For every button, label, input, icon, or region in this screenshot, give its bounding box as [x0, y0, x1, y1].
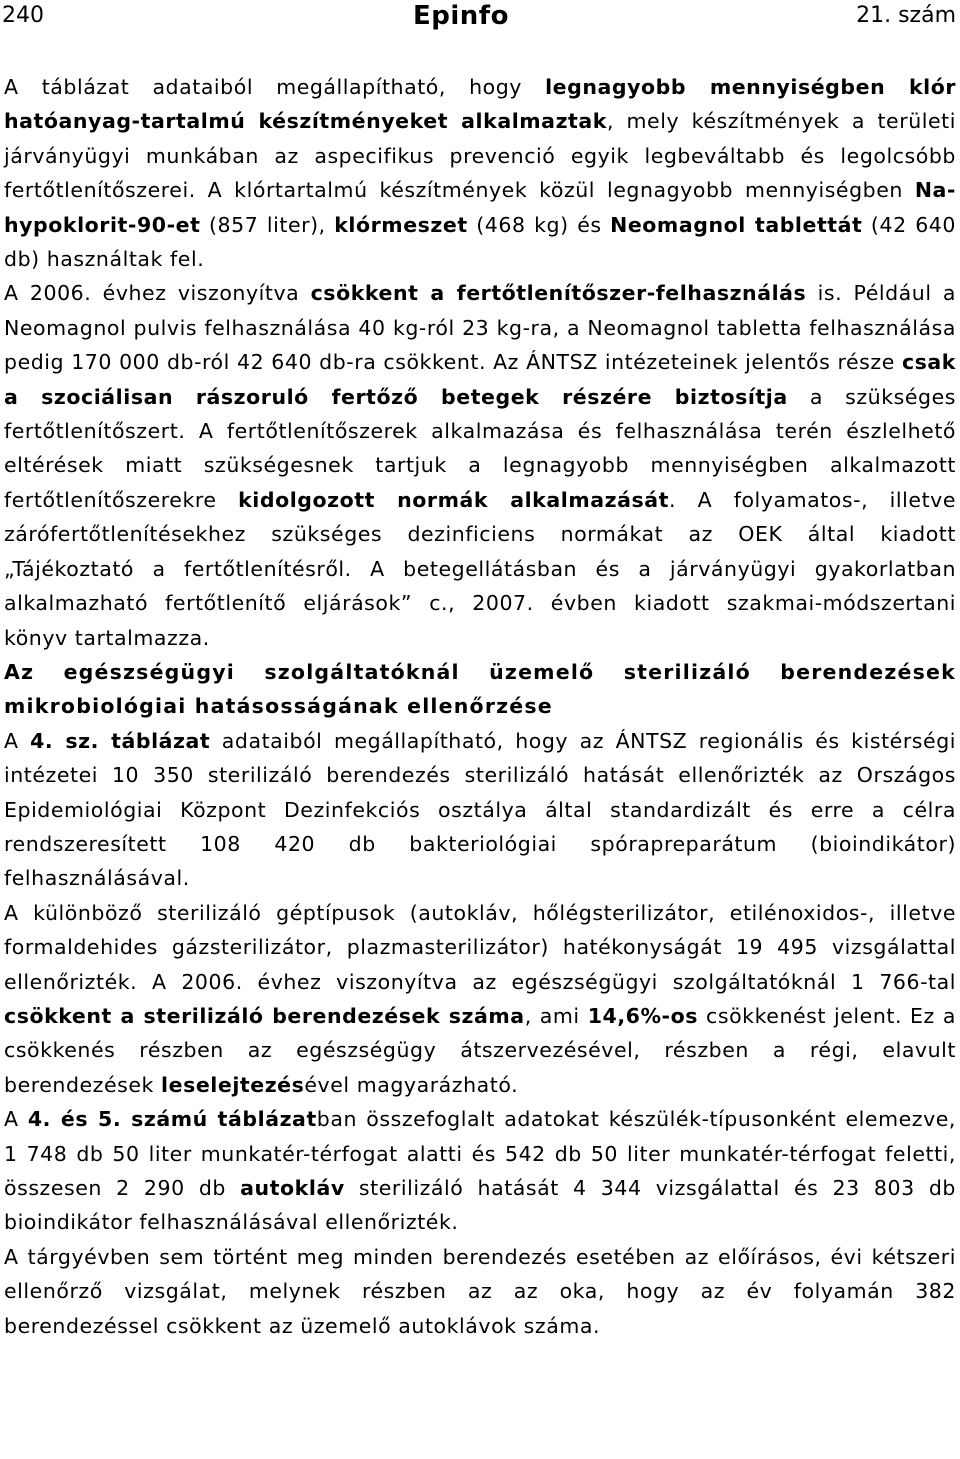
bold-text: klórmeszet — [334, 212, 468, 237]
section-heading: Az egészségügyi szolgáltatóknál üzemelő sterilizáló berendezések mikrobiológiai hatásosságának ellenőrzése — [4, 659, 956, 719]
bold-text: leselejtezés — [161, 1072, 305, 1097]
text-run: . A folyamatos-, illetve zárófertőtlenítésekhez szükséges dezinficiens normákat az OEK által kiadott „Tájékoztató a fertőtlenítésről. A betegellátásban és a járványügyi gyakorlatban alkalmazható fertőtlenítő eljárások” c., 2007. évben kiadott szakmai-módszertani könyv tartalmazza. — [4, 487, 957, 650]
bold-text: csökkent a fertőtlenítőszer-felhasználás — [310, 281, 807, 306]
text-run: A — [4, 1107, 28, 1132]
text-run: A 2006. évhez viszonyítva — [4, 281, 311, 306]
text-run: A táblázat adataiból megállapítható, hogy — [4, 75, 546, 99]
bold-text: 4. és 5. számú táblázat — [27, 1107, 317, 1132]
text-run: ban összefoglalt adatokat készülék-típusonként elemezve, 1 748 db 50 liter munkatér-térfogat alatti és 542 db 50 liter munkatér-térfogat feletti, összesen 2 290 db — [4, 1107, 956, 1200]
text-run: a szükséges fertőtlenítőszert. A fertőtlenítőszerek alkalmazása és felhasználása terén észlelhető eltérések miatt szükségesnek tartjuk a legnagyobb mennyiségben alkalmazott fertőtlenítőszerekre — [4, 384, 956, 512]
text-run: A — [4, 728, 31, 753]
bold-text: kidolgozott normák alkalmazását — [238, 487, 669, 512]
paragraph-sterilizer-types — [4, 896, 956, 1102]
bold-text: autokláv — [240, 1176, 345, 1200]
text-run: (468 kg) és — [467, 212, 611, 237]
page-header — [0, 0, 960, 42]
bold-text: csak a szociálisan rászoruló fertőző betegek részére biztosítja — [4, 350, 956, 409]
bold-text: 4. sz. táblázat — [30, 728, 211, 753]
bold-text: csökkent a sterilizáló berendezések száma — [4, 1003, 525, 1028]
text-run: (857 liter), — [200, 212, 335, 237]
bold-text: Neomagnol tablettát — [610, 212, 863, 237]
text-run: sterilizáló hatását 4 344 vizsgálattal és 23 803 db bioindikátor felhasználásával ellenőrizték. — [4, 1176, 956, 1235]
paragraph-decrease — [4, 276, 956, 654]
text-run: A különböző sterilizáló géptípusok (autokláv, hőlégsterilizátor, etilénoxidos-, illetve formaldehides gázsterilizátor, plazmasterilizátor) hatékonyságát 19 495 vizsgálattal ellenőrizték. A 2006. évhez viszonyítva az egészségügyi szolgáltatóknál 1 766-tal — [4, 900, 956, 994]
text-run: csökkenést jelent. Ez a csökkenés részben az egészségügy átszervezésével, részben a régi, elavult berendezések — [4, 1003, 956, 1097]
text-run: , mely készítmények a területi járványügyi munkában az aspecifikus prevenció egyik legbeváltabb és legolcsóbb fertőtlenítőszerei. A klórtartalmú készítmények közül legnagyobb mennyiségben — [4, 109, 956, 203]
article-body — [4, 70, 956, 1343]
text-run: ével magyarázható. — [304, 1072, 519, 1097]
paragraph-inspection — [4, 1240, 956, 1343]
issue-number: 21. szám — [856, 3, 956, 28]
bold-text: Na-hypoklorit-90-et — [4, 178, 956, 237]
text-run: adataiból megállapítható, hogy az ÁNTSZ regionális és kistérségi intézetei 10 350 sterilizáló berendezés sterilizáló hatását ellenőrizték az Országos Epidemiológiai Központ Dezinfekciós osztálya által standardizált és erre a célra rendszeresített 108 420 db bakteriológiai spórapreparátum (bioindikátor) felhasználásával. — [4, 728, 957, 891]
text-run: , ami — [524, 1003, 588, 1028]
page-number: 240 — [2, 3, 44, 28]
paragraph-chlorine — [4, 70, 956, 276]
text-run: A tárgyévben sem történt meg minden berendezés esetében az előírásos, évi kétszeri ellenőrző vizsgálat, melynek részben az az oka, hogy az év folyamán 382 berendezéssel csökkent az üzemelő autoklávok száma. — [4, 1244, 956, 1338]
text-run: is. Például a Neomagnol pulvis felhasználása 40 kg-ról 23 kg-ra, a Neomagnol tabletta felhasználása pedig 170 000 db-ról 42 640 db-ra csökkent. Az ÁNTSZ intézeteinek jelentős része — [4, 281, 957, 375]
bold-text: legnagyobb mennyiségben klór hatóanyag-tartalmú készítményeket alkalmaztak — [4, 75, 957, 134]
text-run: (42 640 db) használtak fel. — [4, 212, 956, 272]
paragraph-autoclave — [4, 1102, 956, 1240]
paragraph-table4 — [4, 724, 956, 896]
bold-text: 14,6%-os — [587, 1003, 699, 1028]
journal-logo: Epinfo — [413, 1, 509, 31]
